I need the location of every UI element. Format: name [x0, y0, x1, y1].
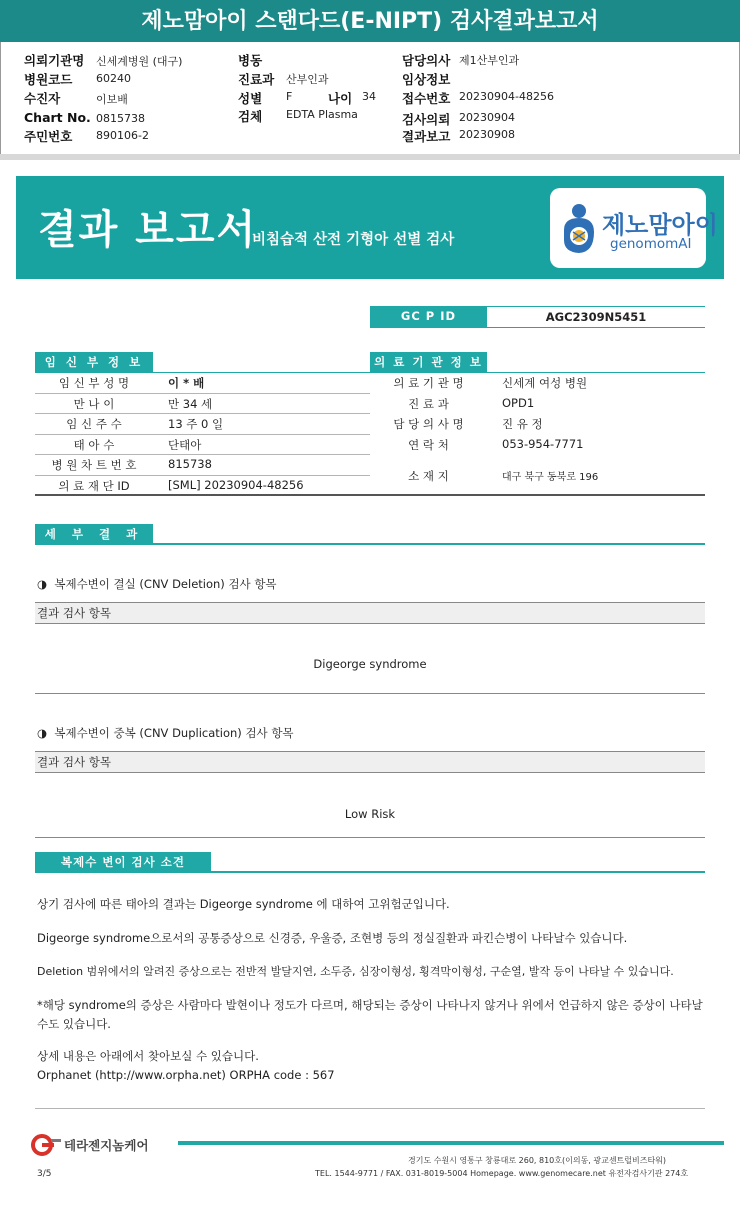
- hospital-code-label: 병원코드: [24, 72, 73, 87]
- doctor-name-value: 진 유 정: [502, 417, 543, 431]
- institution-name-value: 신세계 여성 병원: [502, 376, 588, 390]
- location-label: 소 재 지: [408, 469, 449, 483]
- company-name: 테라젠지놈케어: [64, 1138, 149, 1153]
- hospital-name-value: 신세계병원 (대구): [96, 55, 183, 68]
- row-divider: [35, 393, 370, 394]
- footer-address: 경기도 수원시 영통구 창룡대로 260, 810호(이의동, 광교센트럴비즈타워): [408, 1156, 667, 1165]
- sex-value: F: [286, 90, 293, 103]
- info-table-bottom-line: [35, 494, 705, 496]
- institution-name-label: 의 료 기 관 명: [393, 376, 464, 390]
- page-title: 제노맘아이 스탠다드(E-NIPT) 검사결과보고서: [0, 0, 740, 42]
- deletion-bottom-line: [35, 693, 705, 694]
- duplication-column-band: [35, 751, 705, 773]
- row-divider: [35, 413, 370, 414]
- row-divider: [35, 475, 370, 476]
- gestation-value: 13 주 0 일: [168, 417, 224, 431]
- orphanet-reference: Orphanet (http://www.orpha.net) ORPHA code : 567: [37, 1068, 335, 1082]
- report-date-value: 20230908: [459, 128, 515, 141]
- fetus-count-label: 태 아 수: [73, 438, 115, 452]
- fetus-count-value: 단태아: [168, 438, 202, 452]
- gcp-id-label: GC P ID: [370, 306, 487, 327]
- duplication-bottom-line: [35, 837, 705, 838]
- chart-number-value: 815738: [168, 457, 212, 471]
- finding-paragraph-1: 상기 검사에 따른 태아의 결과는 Digeorge syndrome 에 대하여 고위험군입니다.: [37, 897, 450, 911]
- mother-baby-icon: [556, 202, 602, 256]
- finding-paragraph-5: 상세 내용은 아래에서 찾아보실 수 있습니다.: [37, 1049, 259, 1063]
- page-number: 3/5: [37, 1169, 52, 1179]
- finding-paragraph-4: *해당 syndrome의 증상은 사람마다 발현이나 정도가 다르며, 해당되는 증상이 나타나지 않거나 위에서 언급하지 않은 증상이 나타날 수도 있습니다.: [37, 998, 703, 1031]
- gcp-bottom-line: [370, 327, 705, 328]
- header-divider: [0, 154, 740, 160]
- row-divider: [35, 454, 370, 455]
- department-label: 진료과: [238, 72, 275, 87]
- findings-header-line: [35, 871, 705, 873]
- deletion-result: Digeorge syndrome: [313, 657, 427, 671]
- receipt-no-label: 접수번호: [402, 91, 451, 106]
- resident-no-value: 890106-2: [96, 129, 149, 142]
- deletion-column-header: 결과 검사 항목: [37, 606, 111, 620]
- request-date-label: 검사의뢰: [402, 112, 451, 127]
- finding-paragraph-2: Digeorge syndrome으로서의 공통증상으로 신경증, 우울증, 조현병 등의 정실질환과 파킨슨병이 나타날수 있습니다.: [37, 931, 628, 945]
- ward-label: 병동: [238, 53, 263, 68]
- doctor-value: 제1산부인과: [459, 54, 520, 67]
- patient-label: 수진자: [24, 91, 61, 106]
- specimen-label: 검체: [238, 109, 263, 124]
- footer-teal-bar: [178, 1141, 724, 1145]
- report-title: 결과 보고서: [38, 207, 258, 253]
- resident-no-label: 주민번호: [24, 129, 73, 144]
- institution-table-top-line: [370, 372, 705, 373]
- duplication-title-text: 복제수변이 중복 (CNV Duplication) 검사 항목: [54, 726, 294, 740]
- deletion-column-band: [35, 602, 705, 624]
- receipt-no-value: 20230904-48256: [459, 90, 554, 103]
- age-row-value: 만 34 세: [168, 397, 213, 411]
- foundation-id-label: 의 료 재 단 ID: [58, 479, 130, 493]
- patient-table-top-line: [35, 372, 370, 373]
- terragen-logo-icon: [31, 1134, 63, 1156]
- pregnant-info-header: 임 신 부 정 보: [35, 352, 153, 372]
- deletion-title-text: 복제수변이 결실 (CNV Deletion) 검사 항목: [54, 577, 277, 591]
- finding-paragraph-3: Deletion 범위에서의 알려진 증상으로는 전반적 발달지연, 소두증, 심장이형성, 횡격막이형성, 구순열, 발작 등이 나타날 수 있습니다.: [37, 965, 674, 978]
- footer-contact: TEL. 1544-9771 / FAX. 031-8019-5004 Homepage. www.genomecare.net 유전자검사기관 274호: [315, 1169, 689, 1178]
- gcp-id-value: AGC2309N5451: [545, 310, 647, 324]
- age-row-label: 만 나 이: [73, 397, 115, 411]
- row-divider: [35, 434, 370, 435]
- patient-value: 이보배: [96, 93, 128, 106]
- gestation-label: 임 신 주 수: [66, 417, 122, 431]
- findings-header: 복제수 변이 검사 소견: [35, 852, 211, 872]
- pregnant-name-value: 이 * 배: [168, 376, 205, 390]
- logo-text-en: genomomAI: [610, 236, 692, 252]
- contact-value: 053-954-7771: [502, 437, 584, 451]
- doctor-name-label: 담 당 의 사 명: [393, 417, 464, 431]
- report-subtitle: 비침습적 산전 기형아 선별 검사: [252, 232, 455, 248]
- genomomai-logo: [550, 188, 718, 268]
- institution-info-header: 의 료 기 관 정 보: [370, 352, 487, 372]
- duplication-column-header: 결과 검사 항목: [37, 755, 111, 769]
- sex-label: 성별: [238, 91, 263, 106]
- age-label: 나이: [328, 91, 353, 106]
- findings-bottom-line: [35, 1108, 705, 1109]
- clinic-dept-value: OPD1: [502, 396, 535, 410]
- foundation-id-value: [SML] 20230904-48256: [168, 478, 304, 492]
- logo-text-kr: 제노맘아이: [602, 211, 718, 239]
- request-date-value: 20230904: [459, 111, 515, 124]
- chart-no-label: Chart No.: [24, 110, 91, 125]
- chart-number-label: 병 원 차 트 번 호: [51, 458, 137, 472]
- location-value: 대구 북구 동북로 196: [502, 472, 599, 483]
- contact-label: 연 락 처: [408, 438, 449, 452]
- specimen-value: EDTA Plasma: [286, 108, 358, 121]
- hospital-code-value: 60240: [96, 72, 131, 85]
- clinical-info-label: 임상정보: [402, 72, 451, 87]
- report-date-label: 결과보고: [402, 129, 451, 144]
- clinic-dept-label: 진 료 과: [408, 397, 449, 411]
- age-value: 34: [362, 90, 376, 103]
- hospital-name-label: 의뢰기관명: [24, 53, 85, 68]
- department-value: 산부인과: [286, 73, 329, 86]
- half-circle-icon: ◑: [37, 577, 48, 591]
- doctor-label: 담당의사: [402, 53, 451, 68]
- detail-header-line: [35, 543, 705, 545]
- chart-no-value: 0815738: [96, 112, 145, 125]
- half-circle-icon: ◑: [37, 726, 48, 740]
- pregnant-name-label: 임 신 부 성 명: [58, 376, 130, 390]
- gcp-top-line: [370, 306, 705, 307]
- detail-results-header: 세 부 결 과: [35, 524, 153, 544]
- duplication-section-title: [37, 725, 294, 741]
- duplication-result: Low Risk: [344, 807, 396, 821]
- deletion-section-title: [37, 576, 277, 592]
